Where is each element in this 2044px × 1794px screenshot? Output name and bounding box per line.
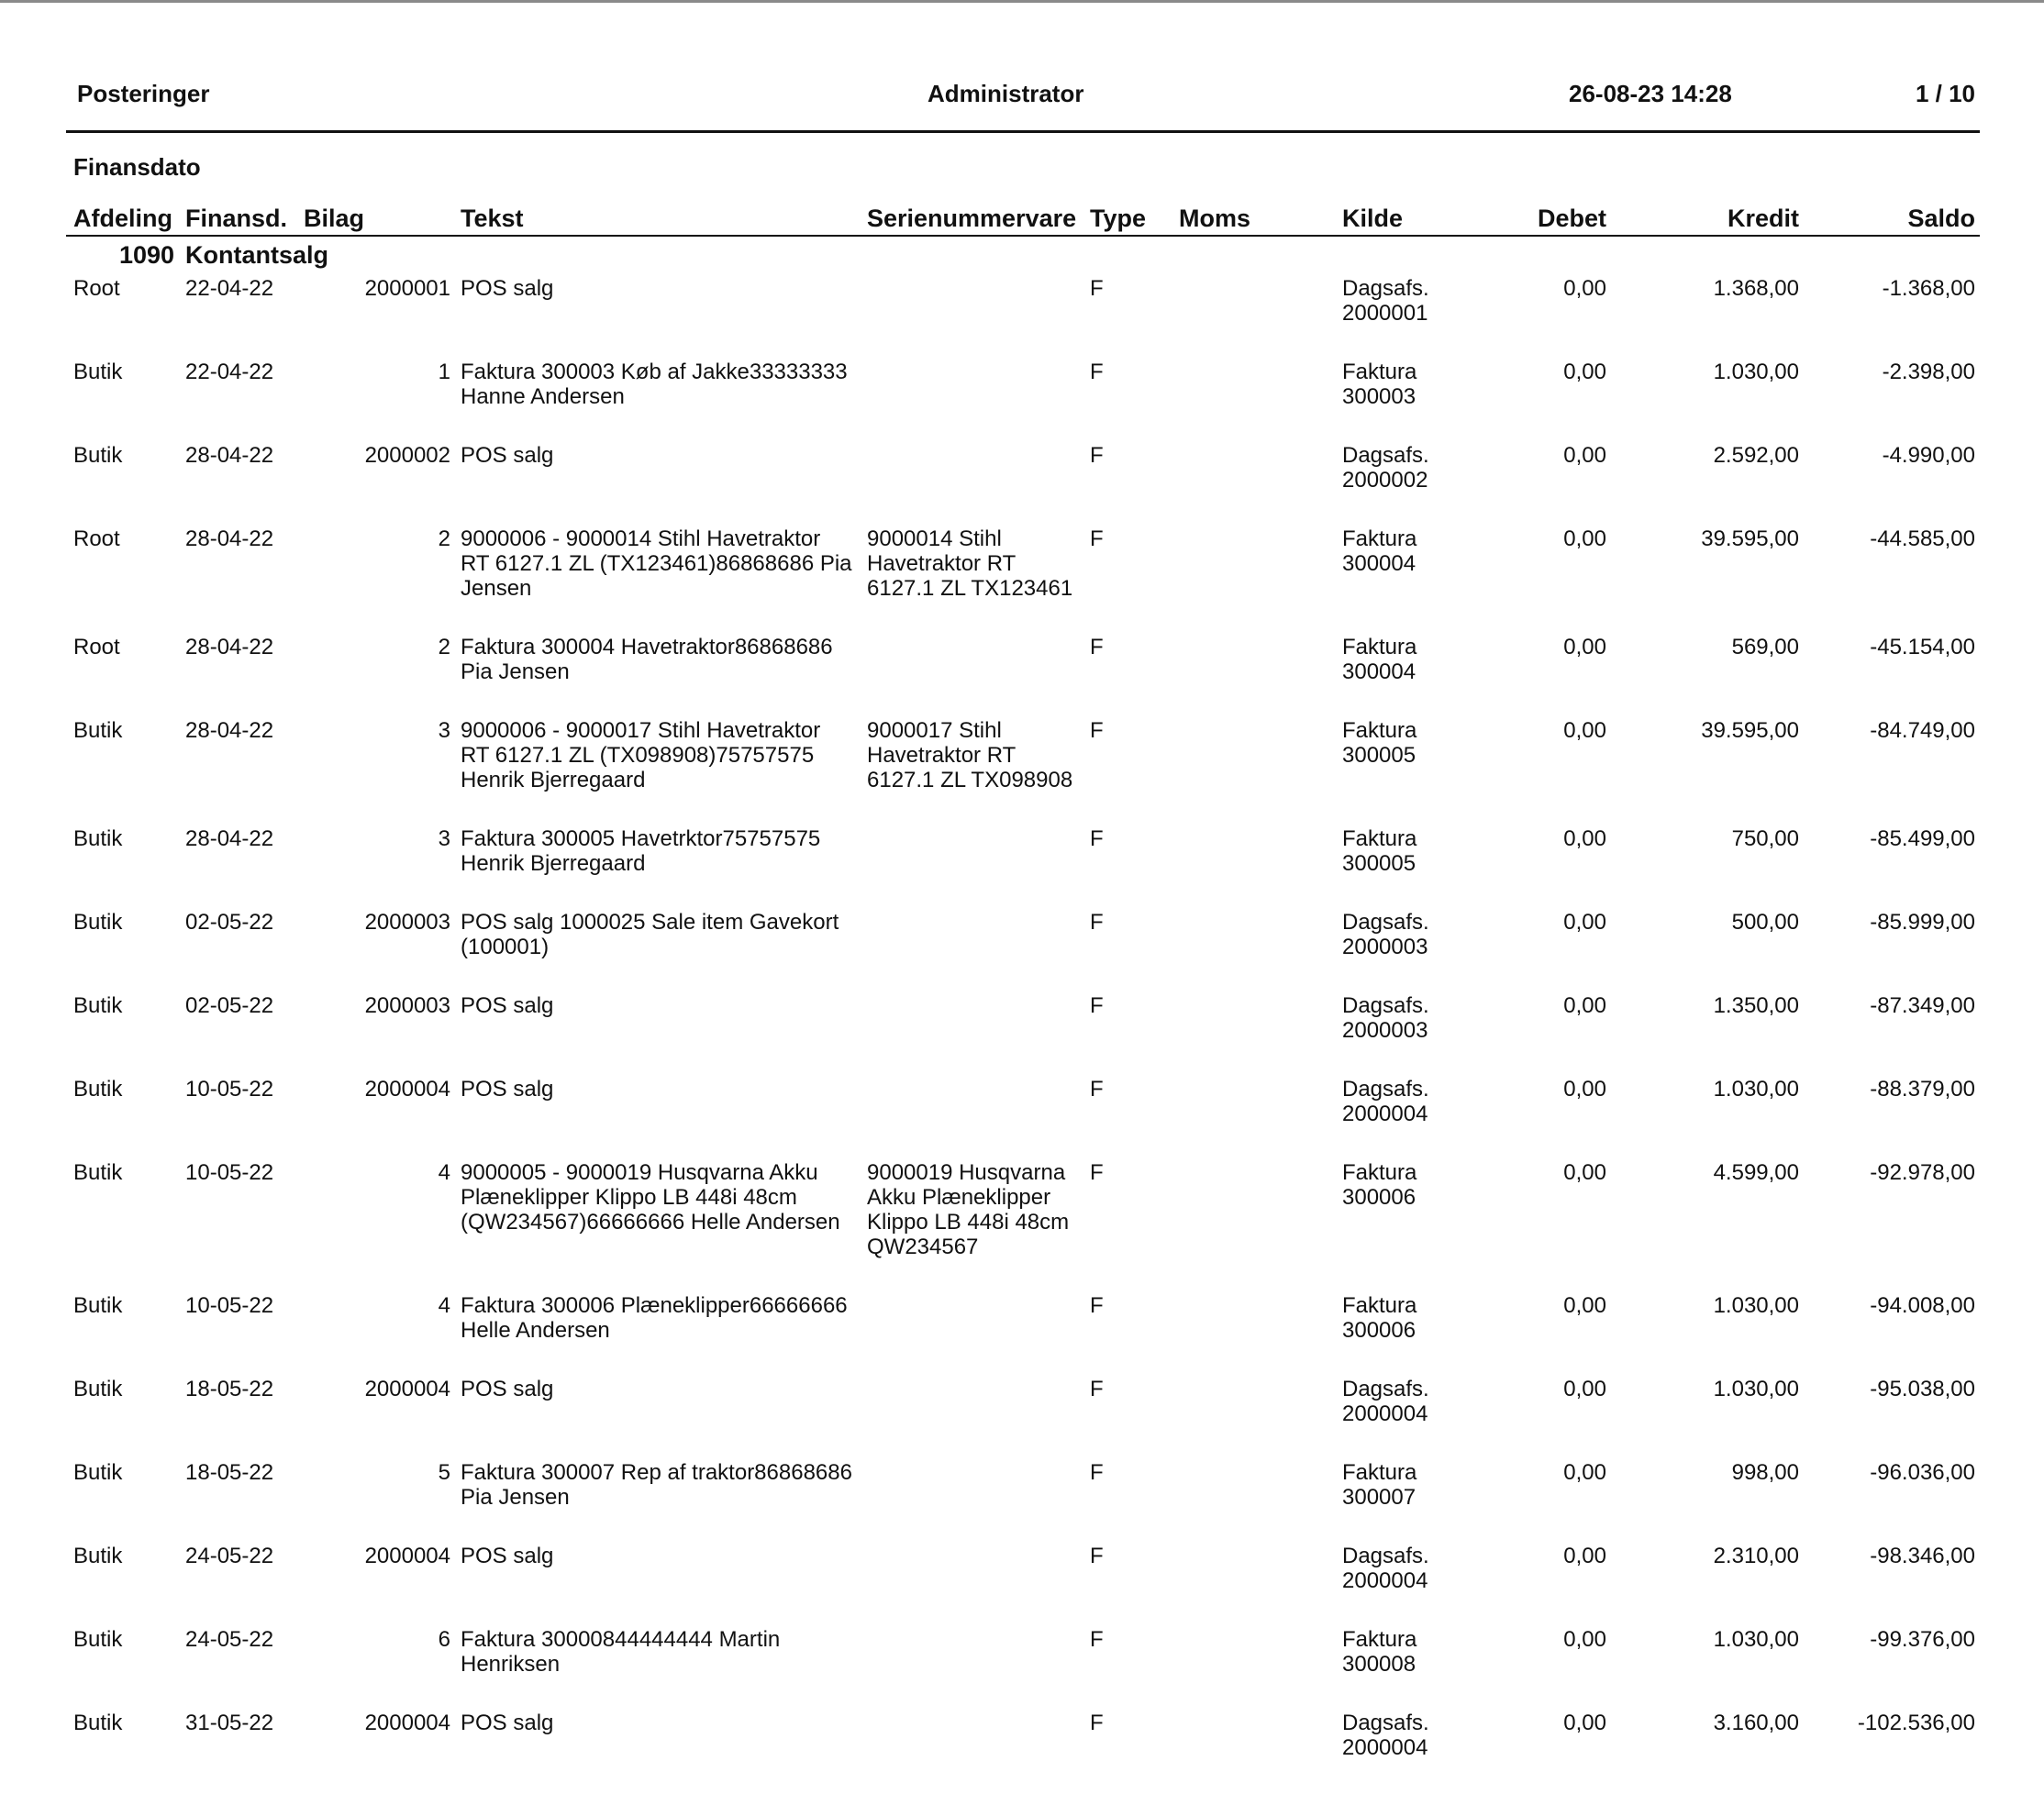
cell-kredit: 500,00 bbox=[1731, 910, 1799, 935]
cell-tekst-line: POS salg bbox=[461, 443, 554, 468]
cell-tekst bbox=[461, 443, 857, 468]
cell-bilag: 2000004 bbox=[364, 1377, 450, 1401]
cell-finansd: 28-04-22 bbox=[185, 718, 274, 743]
cell-tekst-line: Henrik Bjerregaard bbox=[461, 851, 646, 876]
cell-tekst-line: Jensen bbox=[461, 576, 532, 601]
cell-kilde-line: Faktura bbox=[1342, 826, 1417, 851]
column-header-kilde: Kilde bbox=[1342, 205, 1404, 232]
cell-debet: 0,00 bbox=[1563, 526, 1606, 551]
cell-tekst-line: Faktura 300007 Rep af traktor86868686 bbox=[461, 1460, 852, 1485]
page-indicator: 1 / 10 bbox=[1915, 80, 1975, 107]
cell-finansd: 02-05-22 bbox=[185, 910, 274, 935]
cell-tekst-line: Plæneklipper Klippo LB 448i 48cm bbox=[461, 1185, 797, 1210]
cell-bilag: 2000003 bbox=[364, 910, 450, 935]
cell-saldo: -98.346,00 bbox=[1870, 1544, 1975, 1568]
table-row bbox=[0, 276, 2044, 360]
cell-tekst bbox=[461, 1377, 857, 1401]
cell-tekst-line: Hanne Andersen bbox=[461, 384, 625, 409]
cell-debet: 0,00 bbox=[1563, 1293, 1606, 1318]
cell-tekst bbox=[461, 276, 857, 301]
cell-kilde-line: 300004 bbox=[1342, 551, 1416, 576]
cell-bilag: 4 bbox=[438, 1293, 450, 1318]
cell-kilde-line: Dagsafs. bbox=[1342, 1377, 1429, 1401]
cell-kilde-line: 300008 bbox=[1342, 1652, 1416, 1677]
cell-kilde bbox=[1342, 1544, 1480, 1593]
cell-tekst-line: POS salg bbox=[461, 993, 554, 1018]
cell-kilde-line: Faktura bbox=[1342, 718, 1417, 743]
cell-kilde bbox=[1342, 443, 1480, 493]
cell-kilde bbox=[1342, 1711, 1480, 1760]
cell-afdeling: Butik bbox=[73, 826, 123, 851]
cell-kilde-line: Faktura bbox=[1342, 1460, 1417, 1485]
cell-debet: 0,00 bbox=[1563, 1711, 1606, 1735]
cell-finansd: 28-04-22 bbox=[185, 635, 274, 659]
cell-tekst bbox=[461, 718, 857, 792]
account-number: 1090 bbox=[119, 241, 175, 269]
cell-type: F bbox=[1090, 1160, 1104, 1185]
cell-afdeling: Root bbox=[73, 635, 120, 659]
cell-type: F bbox=[1090, 993, 1104, 1018]
cell-saldo: -4.990,00 bbox=[1882, 443, 1975, 468]
cell-afdeling: Butik bbox=[73, 910, 123, 935]
cell-tekst bbox=[461, 1711, 857, 1735]
cell-kilde-line: Dagsafs. bbox=[1342, 1544, 1429, 1568]
cell-serienummervare bbox=[867, 526, 1080, 601]
table-row bbox=[0, 910, 2044, 993]
cell-kilde-line: Faktura bbox=[1342, 360, 1417, 384]
cell-kilde-line: 2000004 bbox=[1342, 1735, 1428, 1760]
cell-saldo: -92.978,00 bbox=[1870, 1160, 1975, 1185]
cell-type: F bbox=[1090, 1711, 1104, 1735]
cell-saldo: -95.038,00 bbox=[1870, 1377, 1975, 1401]
cell-tekst bbox=[461, 910, 857, 959]
column-header-serienummervare: Serienummervare bbox=[867, 205, 1077, 232]
cell-saldo: -85.999,00 bbox=[1870, 910, 1975, 935]
cell-serienummervare-line: Havetraktor RT bbox=[867, 551, 1016, 576]
table-row bbox=[0, 635, 2044, 718]
cell-bilag: 2000004 bbox=[364, 1711, 450, 1735]
cell-bilag: 5 bbox=[438, 1460, 450, 1485]
cell-tekst-line: 9000006 - 9000017 Stihl Havetraktor bbox=[461, 718, 821, 743]
cell-bilag: 3 bbox=[438, 718, 450, 743]
account-name: Kontantsalg bbox=[185, 241, 329, 269]
cell-tekst-line: Faktura 300003 Køb af Jakke33333333 bbox=[461, 360, 848, 384]
cell-kilde-line: Faktura bbox=[1342, 1160, 1417, 1185]
cell-serienummervare bbox=[867, 718, 1080, 792]
cell-bilag: 2000002 bbox=[364, 443, 450, 468]
cell-tekst-line: Faktura 300004 Havetraktor86868686 bbox=[461, 635, 833, 659]
cell-afdeling: Butik bbox=[73, 1711, 123, 1735]
cell-kilde-line: Dagsafs. bbox=[1342, 443, 1429, 468]
cell-serienummervare-line: QW234567 bbox=[867, 1235, 979, 1259]
cell-kredit: 2.592,00 bbox=[1713, 443, 1799, 468]
cell-debet: 0,00 bbox=[1563, 1077, 1606, 1102]
cell-tekst-line: Pia Jensen bbox=[461, 659, 570, 684]
top-border bbox=[0, 0, 2044, 3]
cell-kilde-line: 2000003 bbox=[1342, 935, 1428, 959]
table-row bbox=[0, 826, 2044, 910]
cell-type: F bbox=[1090, 276, 1104, 301]
cell-kredit: 39.595,00 bbox=[1701, 526, 1799, 551]
cell-saldo: -45.154,00 bbox=[1870, 635, 1975, 659]
cell-tekst bbox=[461, 360, 857, 409]
cell-tekst bbox=[461, 635, 857, 684]
table-row bbox=[0, 1293, 2044, 1377]
cell-finansd: 24-05-22 bbox=[185, 1544, 274, 1568]
table-row bbox=[0, 1544, 2044, 1627]
cell-kilde-line: Faktura bbox=[1342, 635, 1417, 659]
cell-tekst-line: POS salg 1000025 Sale item Gavekort bbox=[461, 910, 839, 935]
table-row bbox=[0, 1460, 2044, 1544]
cell-kilde bbox=[1342, 1293, 1480, 1343]
cell-tekst-line: Henriksen bbox=[461, 1652, 561, 1677]
cell-finansd: 31-05-22 bbox=[185, 1711, 274, 1735]
cell-kredit: 1.030,00 bbox=[1713, 1293, 1799, 1318]
cell-debet: 0,00 bbox=[1563, 993, 1606, 1018]
cell-kilde bbox=[1342, 276, 1480, 326]
table-row bbox=[0, 1077, 2044, 1160]
cell-tekst-line: (QW234567)66666666 Helle Andersen bbox=[461, 1210, 840, 1235]
cell-afdeling: Butik bbox=[73, 1377, 123, 1401]
ledger-rows bbox=[0, 276, 2044, 1794]
cell-bilag: 1 bbox=[438, 360, 450, 384]
table-row bbox=[0, 1160, 2044, 1293]
cell-kredit: 39.595,00 bbox=[1701, 718, 1799, 743]
cell-afdeling: Butik bbox=[73, 1627, 123, 1652]
cell-type: F bbox=[1090, 635, 1104, 659]
cell-debet: 0,00 bbox=[1563, 1544, 1606, 1568]
cell-serienummervare bbox=[867, 1160, 1080, 1259]
cell-finansd: 28-04-22 bbox=[185, 443, 274, 468]
column-header-type: Type bbox=[1090, 205, 1147, 232]
table-row bbox=[0, 526, 2044, 635]
cell-kilde bbox=[1342, 635, 1480, 684]
cell-kilde-line: Dagsafs. bbox=[1342, 910, 1429, 935]
cell-kredit: 1.030,00 bbox=[1713, 1627, 1799, 1652]
cell-kredit: 1.350,00 bbox=[1713, 993, 1799, 1018]
cell-serienummervare-line: Akku Plæneklipper bbox=[867, 1185, 1051, 1210]
cell-tekst bbox=[461, 993, 857, 1018]
cell-tekst-line: RT 6127.1 ZL (TX098908)75757575 bbox=[461, 743, 815, 768]
cell-finansd: 28-04-22 bbox=[185, 826, 274, 851]
cell-kredit: 569,00 bbox=[1731, 635, 1799, 659]
cell-afdeling: Root bbox=[73, 526, 120, 551]
column-header-divider bbox=[66, 235, 1980, 237]
column-header-afdeling: Afdeling bbox=[73, 205, 172, 232]
cell-kilde-line: Dagsafs. bbox=[1342, 993, 1429, 1018]
cell-finansd: 18-05-22 bbox=[185, 1377, 274, 1401]
cell-saldo: -99.376,00 bbox=[1870, 1627, 1975, 1652]
cell-kilde bbox=[1342, 718, 1480, 768]
group-label: Finansdato bbox=[73, 153, 201, 181]
cell-debet: 0,00 bbox=[1563, 718, 1606, 743]
column-header-finansd: Finansd. bbox=[185, 205, 288, 232]
table-row bbox=[0, 360, 2044, 443]
cell-tekst-line: POS salg bbox=[461, 1077, 554, 1102]
cell-kredit: 2.310,00 bbox=[1713, 1544, 1799, 1568]
cell-finansd: 24-05-22 bbox=[185, 1627, 274, 1652]
cell-debet: 0,00 bbox=[1563, 1160, 1606, 1185]
cell-kilde-line: Faktura bbox=[1342, 1293, 1417, 1318]
cell-debet: 0,00 bbox=[1563, 635, 1606, 659]
cell-afdeling: Butik bbox=[73, 718, 123, 743]
cell-tekst-line: (100001) bbox=[461, 935, 550, 959]
cell-afdeling: Butik bbox=[73, 1077, 123, 1102]
cell-finansd: 18-05-22 bbox=[185, 1460, 274, 1485]
cell-kilde-line: 300004 bbox=[1342, 659, 1416, 684]
cell-kilde-line: Dagsafs. bbox=[1342, 276, 1429, 301]
cell-saldo: -87.349,00 bbox=[1870, 993, 1975, 1018]
cell-kilde-line: Faktura bbox=[1342, 526, 1417, 551]
cell-kilde bbox=[1342, 1627, 1480, 1677]
column-header-bilag: Bilag bbox=[304, 205, 365, 232]
cell-kilde bbox=[1342, 1460, 1480, 1510]
cell-type: F bbox=[1090, 1544, 1104, 1568]
cell-finansd: 28-04-22 bbox=[185, 526, 274, 551]
cell-saldo: -44.585,00 bbox=[1870, 526, 1975, 551]
cell-tekst-line: POS salg bbox=[461, 1377, 554, 1401]
cell-tekst-line: Pia Jensen bbox=[461, 1485, 570, 1510]
cell-kilde bbox=[1342, 526, 1480, 576]
cell-afdeling: Butik bbox=[73, 443, 123, 468]
report-user: Administrator bbox=[928, 80, 1084, 107]
cell-kredit: 1.368,00 bbox=[1713, 276, 1799, 301]
cell-finansd: 10-05-22 bbox=[185, 1077, 274, 1102]
cell-kilde-line: 2000001 bbox=[1342, 301, 1428, 326]
cell-type: F bbox=[1090, 360, 1104, 384]
column-header-debet: Debet bbox=[1537, 205, 1606, 232]
cell-afdeling: Root bbox=[73, 276, 120, 301]
cell-bilag: 2000004 bbox=[364, 1077, 450, 1102]
cell-type: F bbox=[1090, 1293, 1104, 1318]
cell-debet: 0,00 bbox=[1563, 276, 1606, 301]
cell-tekst-line: Henrik Bjerregaard bbox=[461, 768, 646, 792]
cell-debet: 0,00 bbox=[1563, 910, 1606, 935]
cell-saldo: -1.368,00 bbox=[1882, 276, 1975, 301]
cell-debet: 0,00 bbox=[1563, 1377, 1606, 1401]
cell-type: F bbox=[1090, 443, 1104, 468]
cell-type: F bbox=[1090, 1377, 1104, 1401]
cell-bilag: 2000001 bbox=[364, 276, 450, 301]
cell-bilag: 3 bbox=[438, 826, 450, 851]
cell-bilag: 4 bbox=[438, 1160, 450, 1185]
cell-kilde-line: Dagsafs. bbox=[1342, 1077, 1429, 1102]
cell-finansd: 02-05-22 bbox=[185, 993, 274, 1018]
cell-type: F bbox=[1090, 526, 1104, 551]
cell-tekst-line: POS salg bbox=[461, 1711, 554, 1735]
cell-bilag: 2 bbox=[438, 526, 450, 551]
cell-serienummervare-line: 9000017 Stihl bbox=[867, 718, 1002, 743]
cell-saldo: -102.536,00 bbox=[1857, 1711, 1975, 1735]
cell-kilde-line: 2000003 bbox=[1342, 1018, 1428, 1043]
cell-kilde-line: 300006 bbox=[1342, 1185, 1416, 1210]
cell-afdeling: Butik bbox=[73, 360, 123, 384]
cell-saldo: -84.749,00 bbox=[1870, 718, 1975, 743]
report-datetime: 26-08-23 14:28 bbox=[1569, 80, 1732, 107]
table-row bbox=[0, 718, 2044, 826]
cell-serienummervare-line: 9000019 Husqvarna bbox=[867, 1160, 1066, 1185]
cell-saldo: -85.499,00 bbox=[1870, 826, 1975, 851]
cell-tekst bbox=[461, 1077, 857, 1102]
cell-bilag: 2000003 bbox=[364, 993, 450, 1018]
cell-serienummervare-line: Klippo LB 448i 48cm bbox=[867, 1210, 1070, 1235]
cell-saldo: -2.398,00 bbox=[1882, 360, 1975, 384]
table-row bbox=[0, 1377, 2044, 1460]
cell-kilde bbox=[1342, 360, 1480, 409]
cell-bilag: 2000004 bbox=[364, 1544, 450, 1568]
cell-debet: 0,00 bbox=[1563, 1460, 1606, 1485]
cell-kredit: 1.030,00 bbox=[1713, 1077, 1799, 1102]
table-row bbox=[0, 1627, 2044, 1711]
cell-tekst-line: Faktura 300005 Havetrktor75757575 bbox=[461, 826, 821, 851]
cell-kredit: 750,00 bbox=[1731, 826, 1799, 851]
cell-tekst bbox=[461, 1460, 857, 1510]
cell-kredit: 4.599,00 bbox=[1713, 1160, 1799, 1185]
cell-kilde-line: 2000004 bbox=[1342, 1568, 1428, 1593]
cell-afdeling: Butik bbox=[73, 993, 123, 1018]
cell-type: F bbox=[1090, 910, 1104, 935]
cell-tekst-line: Faktura 30000844444444 Martin bbox=[461, 1627, 781, 1652]
report-title: Posteringer bbox=[77, 80, 210, 107]
cell-kredit: 3.160,00 bbox=[1713, 1711, 1799, 1735]
cell-serienummervare-line: Havetraktor RT bbox=[867, 743, 1016, 768]
column-header-tekst: Tekst bbox=[461, 205, 524, 232]
table-row bbox=[0, 443, 2044, 526]
cell-tekst bbox=[461, 1293, 857, 1343]
cell-tekst-line: Helle Andersen bbox=[461, 1318, 610, 1343]
cell-tekst-line: Faktura 300006 Plæneklipper66666666 bbox=[461, 1293, 848, 1318]
cell-serienummervare-line: 6127.1 ZL TX123461 bbox=[867, 576, 1073, 601]
cell-type: F bbox=[1090, 826, 1104, 851]
cell-kilde-line: Dagsafs. bbox=[1342, 1711, 1429, 1735]
cell-kilde-line: 2000002 bbox=[1342, 468, 1428, 493]
cell-tekst-line: RT 6127.1 ZL (TX123461)86868686 Pia bbox=[461, 551, 852, 576]
table-row bbox=[0, 993, 2044, 1077]
cell-kilde-line: Faktura bbox=[1342, 1627, 1417, 1652]
cell-kilde-line: 300007 bbox=[1342, 1485, 1416, 1510]
cell-bilag: 2 bbox=[438, 635, 450, 659]
cell-saldo: -94.008,00 bbox=[1870, 1293, 1975, 1318]
header-divider bbox=[66, 130, 1980, 133]
cell-type: F bbox=[1090, 1460, 1104, 1485]
cell-kredit: 1.030,00 bbox=[1713, 360, 1799, 384]
cell-saldo: -96.036,00 bbox=[1870, 1460, 1975, 1485]
cell-kilde-line: 300005 bbox=[1342, 851, 1416, 876]
cell-kilde bbox=[1342, 993, 1480, 1043]
cell-kilde-line: 300005 bbox=[1342, 743, 1416, 768]
cell-serienummervare-line: 9000014 Stihl bbox=[867, 526, 1002, 551]
cell-debet: 0,00 bbox=[1563, 1627, 1606, 1652]
cell-finansd: 22-04-22 bbox=[185, 276, 274, 301]
cell-kilde bbox=[1342, 1377, 1480, 1426]
cell-afdeling: Butik bbox=[73, 1544, 123, 1568]
cell-finansd: 22-04-22 bbox=[185, 360, 274, 384]
cell-kilde bbox=[1342, 910, 1480, 959]
cell-tekst bbox=[461, 826, 857, 876]
cell-debet: 0,00 bbox=[1563, 826, 1606, 851]
cell-debet: 0,00 bbox=[1563, 360, 1606, 384]
cell-afdeling: Butik bbox=[73, 1460, 123, 1485]
cell-kilde bbox=[1342, 1160, 1480, 1210]
cell-kilde-line: 300003 bbox=[1342, 384, 1416, 409]
cell-bilag: 6 bbox=[438, 1627, 450, 1652]
cell-kilde bbox=[1342, 826, 1480, 876]
cell-kilde bbox=[1342, 1077, 1480, 1126]
cell-tekst-line: POS salg bbox=[461, 1544, 554, 1568]
cell-tekst bbox=[461, 526, 857, 601]
cell-finansd: 10-05-22 bbox=[185, 1293, 274, 1318]
cell-afdeling: Butik bbox=[73, 1160, 123, 1185]
cell-saldo: -88.379,00 bbox=[1870, 1077, 1975, 1102]
cell-kilde-line: 300006 bbox=[1342, 1318, 1416, 1343]
cell-tekst-line: POS salg bbox=[461, 276, 554, 301]
column-header-kredit: Kredit bbox=[1727, 205, 1799, 232]
cell-kredit: 1.030,00 bbox=[1713, 1377, 1799, 1401]
cell-kredit: 998,00 bbox=[1731, 1460, 1799, 1485]
cell-tekst-line: 9000005 - 9000019 Husqvarna Akku bbox=[461, 1160, 818, 1185]
cell-type: F bbox=[1090, 1627, 1104, 1652]
column-header-saldo: Saldo bbox=[1907, 205, 1975, 232]
cell-tekst bbox=[461, 1160, 857, 1235]
cell-kilde-line: 2000004 bbox=[1342, 1102, 1428, 1126]
cell-debet: 0,00 bbox=[1563, 443, 1606, 468]
cell-serienummervare-line: 6127.1 ZL TX098908 bbox=[867, 768, 1073, 792]
cell-afdeling: Butik bbox=[73, 1293, 123, 1318]
cell-type: F bbox=[1090, 718, 1104, 743]
column-header-moms: Moms bbox=[1179, 205, 1251, 232]
table-row bbox=[0, 1711, 2044, 1794]
cell-tekst-line: 9000006 - 9000014 Stihl Havetraktor bbox=[461, 526, 821, 551]
cell-type: F bbox=[1090, 1077, 1104, 1102]
cell-tekst bbox=[461, 1627, 857, 1677]
cell-tekst bbox=[461, 1544, 857, 1568]
cell-kilde-line: 2000004 bbox=[1342, 1401, 1428, 1426]
cell-finansd: 10-05-22 bbox=[185, 1160, 274, 1185]
